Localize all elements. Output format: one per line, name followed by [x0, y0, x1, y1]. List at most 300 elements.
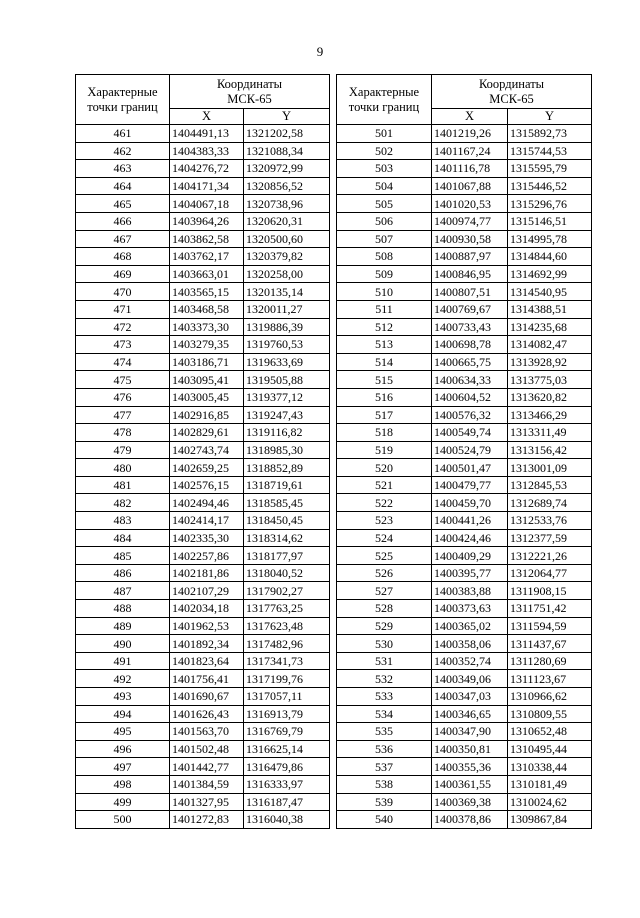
coord-x: 1401502,48: [170, 740, 244, 758]
header-coordinates-line1: Координаты: [478, 76, 545, 91]
table-row: [76, 265, 330, 283]
coord-x: 1404491,13: [170, 125, 244, 143]
point-number: 511: [337, 300, 432, 318]
coord-y: 1313775,03: [508, 371, 592, 389]
point-number: 463: [76, 160, 170, 178]
point-number: 469: [76, 265, 170, 283]
coord-x: 1401690,67: [170, 688, 244, 706]
table-row: [337, 142, 592, 160]
coord-x: 1402107,29: [170, 582, 244, 600]
coord-x: 1402829,61: [170, 424, 244, 442]
coord-y: 1317902,27: [244, 582, 330, 600]
coord-y: 1313620,82: [508, 388, 592, 406]
page-number: 9: [316, 44, 324, 59]
coord-x: 1403186,71: [170, 353, 244, 371]
coord-y: 1311594,59: [508, 617, 592, 635]
point-number: 471: [76, 300, 170, 318]
point-number: 508: [337, 248, 432, 266]
point-number: 506: [337, 212, 432, 230]
table-row: [337, 688, 592, 706]
table-row: [76, 723, 330, 741]
coord-y: 1314540,95: [508, 283, 592, 301]
table-row: [337, 775, 592, 793]
coord-y: 1316040,38: [244, 811, 330, 829]
coord-x: 1401756,41: [170, 670, 244, 688]
table-row: [337, 388, 592, 406]
table-row: [76, 775, 330, 793]
point-number: 482: [76, 494, 170, 512]
point-number: 487: [76, 582, 170, 600]
coord-y: 1310966,62: [508, 688, 592, 706]
point-number: 499: [76, 793, 170, 811]
table-row: [76, 793, 330, 811]
coord-y: 1320856,52: [244, 177, 330, 195]
coord-y: 1319886,39: [244, 318, 330, 336]
coord-x: 1402659,25: [170, 459, 244, 477]
coord-x: 1401892,34: [170, 635, 244, 653]
coord-x: 1403862,58: [170, 230, 244, 248]
coord-y: 1316769,79: [244, 723, 330, 741]
coord-y: 1319247,43: [244, 406, 330, 424]
coord-y: 1315595,79: [508, 160, 592, 178]
coordinates-table-left: [75, 74, 330, 829]
coord-y: 1313001,09: [508, 459, 592, 477]
point-number: 470: [76, 283, 170, 301]
coord-x: 1403964,26: [170, 212, 244, 230]
point-number: 539: [337, 793, 432, 811]
coord-x: 1400358,06: [432, 635, 508, 653]
coord-x: 1400346,65: [432, 705, 508, 723]
coord-x: 1400409,29: [432, 547, 508, 565]
coord-x: 1404276,72: [170, 160, 244, 178]
point-number: 480: [76, 459, 170, 477]
coord-y: 1318585,45: [244, 494, 330, 512]
coord-x: 1400479,77: [432, 476, 508, 494]
coord-x: 1401823,64: [170, 652, 244, 670]
table-row: [337, 336, 592, 354]
coord-y: 1311908,15: [508, 582, 592, 600]
table-row: [76, 670, 330, 688]
coord-x: 1400361,55: [432, 775, 508, 793]
point-number: 484: [76, 529, 170, 547]
table-row: [337, 529, 592, 547]
table-row: [76, 758, 330, 776]
coord-x: 1400930,58: [432, 230, 508, 248]
point-number: 522: [337, 494, 432, 512]
coord-y: 1314082,47: [508, 336, 592, 354]
coord-y: 1315892,73: [508, 125, 592, 143]
point-number: 512: [337, 318, 432, 336]
coord-x: 1400524,79: [432, 441, 508, 459]
coord-y: 1321088,34: [244, 142, 330, 160]
table-row: [76, 529, 330, 547]
coord-y: 1320379,82: [244, 248, 330, 266]
point-number: 498: [76, 775, 170, 793]
table-row: [76, 388, 330, 406]
coord-x: 1403663,01: [170, 265, 244, 283]
coord-x: 1400373,63: [432, 600, 508, 618]
table-body-left: [76, 125, 330, 829]
header-boundary-points: Характерные точки границ: [337, 75, 432, 125]
coord-x: 1400395,77: [432, 564, 508, 582]
header-coordinates: [170, 75, 330, 109]
point-number: 504: [337, 177, 432, 195]
table-row: [76, 441, 330, 459]
table-row: [337, 125, 592, 143]
coord-y: 1318314,62: [244, 529, 330, 547]
point-number: 467: [76, 230, 170, 248]
coord-y: 1314692,99: [508, 265, 592, 283]
coord-x: 1400347,90: [432, 723, 508, 741]
coord-x: 1403565,15: [170, 283, 244, 301]
coord-y: 1320011,27: [244, 300, 330, 318]
coord-y: 1317057,11: [244, 688, 330, 706]
point-number: 540: [337, 811, 432, 829]
point-number: 529: [337, 617, 432, 635]
coord-x: 1400365,02: [432, 617, 508, 635]
point-number: 517: [337, 406, 432, 424]
point-number: 491: [76, 652, 170, 670]
coord-y: 1320500,60: [244, 230, 330, 248]
point-number: 503: [337, 160, 432, 178]
table-row: [76, 125, 330, 143]
coord-x: 1400733,43: [432, 318, 508, 336]
point-number: 538: [337, 775, 432, 793]
coord-x: 1404171,34: [170, 177, 244, 195]
table-row: [337, 230, 592, 248]
coord-x: 1400347,03: [432, 688, 508, 706]
table-row: [76, 547, 330, 565]
point-number: 465: [76, 195, 170, 213]
point-number: 500: [76, 811, 170, 829]
coord-x: 1401067,88: [432, 177, 508, 195]
table-row: [76, 406, 330, 424]
coord-y: 1312533,76: [508, 512, 592, 530]
point-number: 509: [337, 265, 432, 283]
table-row: [337, 265, 592, 283]
coord-y: 1320135,14: [244, 283, 330, 301]
point-number: 474: [76, 353, 170, 371]
coord-x: 1400350,81: [432, 740, 508, 758]
point-number: 495: [76, 723, 170, 741]
table-row: [337, 652, 592, 670]
table-row: [337, 811, 592, 829]
coord-x: 1401272,83: [170, 811, 244, 829]
point-number: 526: [337, 564, 432, 582]
point-number: 525: [337, 547, 432, 565]
coord-x: 1401442,77: [170, 758, 244, 776]
coord-x: 1400604,52: [432, 388, 508, 406]
coord-y: 1316479,86: [244, 758, 330, 776]
coord-y: 1320258,00: [244, 265, 330, 283]
point-number: 518: [337, 424, 432, 442]
coord-x: 1400355,36: [432, 758, 508, 776]
coord-x: 1400634,33: [432, 371, 508, 389]
table-row: [337, 441, 592, 459]
coord-x: 1402916,85: [170, 406, 244, 424]
table-row: [76, 300, 330, 318]
point-number: 520: [337, 459, 432, 477]
coord-y: 1320972,99: [244, 160, 330, 178]
point-number: 502: [337, 142, 432, 160]
point-number: 519: [337, 441, 432, 459]
table-row: [76, 705, 330, 723]
table-row: [76, 740, 330, 758]
coord-x: 1402494,46: [170, 494, 244, 512]
coord-y: 1315446,52: [508, 177, 592, 195]
point-number: 464: [76, 177, 170, 195]
point-number: 476: [76, 388, 170, 406]
point-number: 533: [337, 688, 432, 706]
coord-x: 1403005,45: [170, 388, 244, 406]
table-row: [76, 564, 330, 582]
coord-y: 1312377,59: [508, 529, 592, 547]
coord-y: 1316187,47: [244, 793, 330, 811]
table-row: [76, 459, 330, 477]
table-row: [76, 318, 330, 336]
point-number: 528: [337, 600, 432, 618]
table-row: [337, 723, 592, 741]
point-number: 468: [76, 248, 170, 266]
coord-x: 1400459,70: [432, 494, 508, 512]
coord-x: 1403279,35: [170, 336, 244, 354]
coord-y: 1319505,88: [244, 371, 330, 389]
point-number: 531: [337, 652, 432, 670]
coord-y: 1312845,53: [508, 476, 592, 494]
coord-x: 1401384,59: [170, 775, 244, 793]
table-row: [337, 248, 592, 266]
table-row: [76, 283, 330, 301]
table-row: [76, 652, 330, 670]
coord-x: 1400807,51: [432, 283, 508, 301]
table-row: [337, 371, 592, 389]
coord-y: 1314844,60: [508, 248, 592, 266]
table-row: [76, 688, 330, 706]
point-number: 532: [337, 670, 432, 688]
coord-x: 1404383,33: [170, 142, 244, 160]
coord-x: 1400352,74: [432, 652, 508, 670]
table-row: [337, 758, 592, 776]
coord-x: 1404067,18: [170, 195, 244, 213]
coord-y: 1314995,78: [508, 230, 592, 248]
point-number: 537: [337, 758, 432, 776]
coord-y: 1310338,44: [508, 758, 592, 776]
coord-y: 1313311,49: [508, 424, 592, 442]
coord-y: 1317623,48: [244, 617, 330, 635]
header-coordinates-line2: МСК-65: [489, 91, 534, 106]
point-number: 521: [337, 476, 432, 494]
coord-x: 1401116,78: [432, 160, 508, 178]
table-row: [337, 353, 592, 371]
coord-x: 1401626,43: [170, 705, 244, 723]
coord-y: 1318040,52: [244, 564, 330, 582]
table-row: [337, 670, 592, 688]
coord-x: 1400441,26: [432, 512, 508, 530]
coord-y: 1320620,31: [244, 212, 330, 230]
table-row: [76, 811, 330, 829]
coord-y: 1309867,84: [508, 811, 592, 829]
coord-y: 1315744,53: [508, 142, 592, 160]
table-row: [337, 318, 592, 336]
table-row: [76, 512, 330, 530]
coord-y: 1314235,68: [508, 318, 592, 336]
table-row: [76, 230, 330, 248]
coord-y: 1311751,42: [508, 600, 592, 618]
table-row: [76, 160, 330, 178]
table-row: [337, 635, 592, 653]
point-number: 473: [76, 336, 170, 354]
table-row: [76, 336, 330, 354]
coord-y: 1319377,12: [244, 388, 330, 406]
coord-y: 1318719,61: [244, 476, 330, 494]
table-row: [337, 212, 592, 230]
table-row: [337, 512, 592, 530]
table-row: [76, 600, 330, 618]
point-number: 481: [76, 476, 170, 494]
point-number: 516: [337, 388, 432, 406]
point-number: 510: [337, 283, 432, 301]
point-number: 466: [76, 212, 170, 230]
table-row: [76, 142, 330, 160]
coord-x: 1403762,17: [170, 248, 244, 266]
coord-x: 1402335,30: [170, 529, 244, 547]
header-coordinates: [432, 75, 592, 109]
coord-x: 1402181,86: [170, 564, 244, 582]
coord-y: 1313156,42: [508, 441, 592, 459]
coord-x: 1400665,75: [432, 353, 508, 371]
point-number: 494: [76, 705, 170, 723]
point-number: 507: [337, 230, 432, 248]
coord-x: 1403373,30: [170, 318, 244, 336]
coord-y: 1317199,76: [244, 670, 330, 688]
coord-y: 1311280,69: [508, 652, 592, 670]
coord-x: 1402257,86: [170, 547, 244, 565]
coord-y: 1310181,49: [508, 775, 592, 793]
table-row: [337, 406, 592, 424]
coord-y: 1317341,73: [244, 652, 330, 670]
header-coordinates-line2: МСК-65: [227, 91, 272, 106]
table-row: [337, 600, 592, 618]
coord-y: 1312689,74: [508, 494, 592, 512]
table-row: [337, 705, 592, 723]
coord-y: 1318177,97: [244, 547, 330, 565]
coord-y: 1315296,76: [508, 195, 592, 213]
table-row: [76, 635, 330, 653]
coord-y: 1312064,77: [508, 564, 592, 582]
point-number: 514: [337, 353, 432, 371]
coord-x: 1401167,24: [432, 142, 508, 160]
table-row: [337, 547, 592, 565]
coord-x: 1402414,17: [170, 512, 244, 530]
coord-x: 1400887,97: [432, 248, 508, 266]
table-row: [337, 300, 592, 318]
coord-y: 1315146,51: [508, 212, 592, 230]
coord-y: 1313466,29: [508, 406, 592, 424]
coord-x: 1402034,18: [170, 600, 244, 618]
point-number: 492: [76, 670, 170, 688]
coord-y: 1321202,58: [244, 125, 330, 143]
coord-y: 1319633,69: [244, 353, 330, 371]
point-number: 479: [76, 441, 170, 459]
coord-y: 1310024,62: [508, 793, 592, 811]
table-row: [337, 564, 592, 582]
table-row: [76, 476, 330, 494]
table-row: [76, 212, 330, 230]
point-number: 534: [337, 705, 432, 723]
point-number: 489: [76, 617, 170, 635]
coord-y: 1310809,55: [508, 705, 592, 723]
table-row: [337, 494, 592, 512]
table-row: [76, 353, 330, 371]
table-row: [76, 177, 330, 195]
table-row: [337, 160, 592, 178]
coord-y: 1317482,96: [244, 635, 330, 653]
header-coordinates-line1: Координаты: [216, 76, 283, 91]
point-number: 488: [76, 600, 170, 618]
table-row: [337, 177, 592, 195]
header-x: X: [170, 109, 244, 125]
coord-x: 1400846,95: [432, 265, 508, 283]
header-boundary-points: Характерные точки границ: [76, 75, 170, 125]
point-number: 523: [337, 512, 432, 530]
table-row: [76, 494, 330, 512]
table-row: [337, 793, 592, 811]
table-row: [76, 617, 330, 635]
point-number: 490: [76, 635, 170, 653]
header-y: Y: [508, 109, 592, 125]
table-row: [337, 459, 592, 477]
coord-y: 1316625,14: [244, 740, 330, 758]
table-row: [337, 424, 592, 442]
point-number: 485: [76, 547, 170, 565]
point-number: 497: [76, 758, 170, 776]
point-number: 493: [76, 688, 170, 706]
coordinates-table-right: [336, 74, 592, 829]
point-number: 535: [337, 723, 432, 741]
point-number: 486: [76, 564, 170, 582]
coord-y: 1318985,30: [244, 441, 330, 459]
coord-x: 1401219,26: [432, 125, 508, 143]
point-number: 515: [337, 371, 432, 389]
coord-y: 1316913,79: [244, 705, 330, 723]
coord-y: 1319116,82: [244, 424, 330, 442]
coord-x: 1400974,77: [432, 212, 508, 230]
point-number: 475: [76, 371, 170, 389]
point-number: 524: [337, 529, 432, 547]
coord-y: 1313928,92: [508, 353, 592, 371]
point-number: 483: [76, 512, 170, 530]
table-row: [76, 424, 330, 442]
coord-y: 1317763,25: [244, 600, 330, 618]
table-row: [337, 476, 592, 494]
table-row: [76, 248, 330, 266]
table-row: [337, 740, 592, 758]
point-number: 501: [337, 125, 432, 143]
coord-x: 1403468,58: [170, 300, 244, 318]
coord-x: 1400378,86: [432, 811, 508, 829]
coord-x: 1400349,06: [432, 670, 508, 688]
coord-x: 1400501,47: [432, 459, 508, 477]
point-number: 472: [76, 318, 170, 336]
coord-x: 1401020,53: [432, 195, 508, 213]
coord-x: 1400769,67: [432, 300, 508, 318]
point-number: 462: [76, 142, 170, 160]
coord-x: 1402743,74: [170, 441, 244, 459]
header-x: X: [432, 109, 508, 125]
coord-y: 1316333,97: [244, 775, 330, 793]
table-row: [337, 617, 592, 635]
coord-x: 1402576,15: [170, 476, 244, 494]
